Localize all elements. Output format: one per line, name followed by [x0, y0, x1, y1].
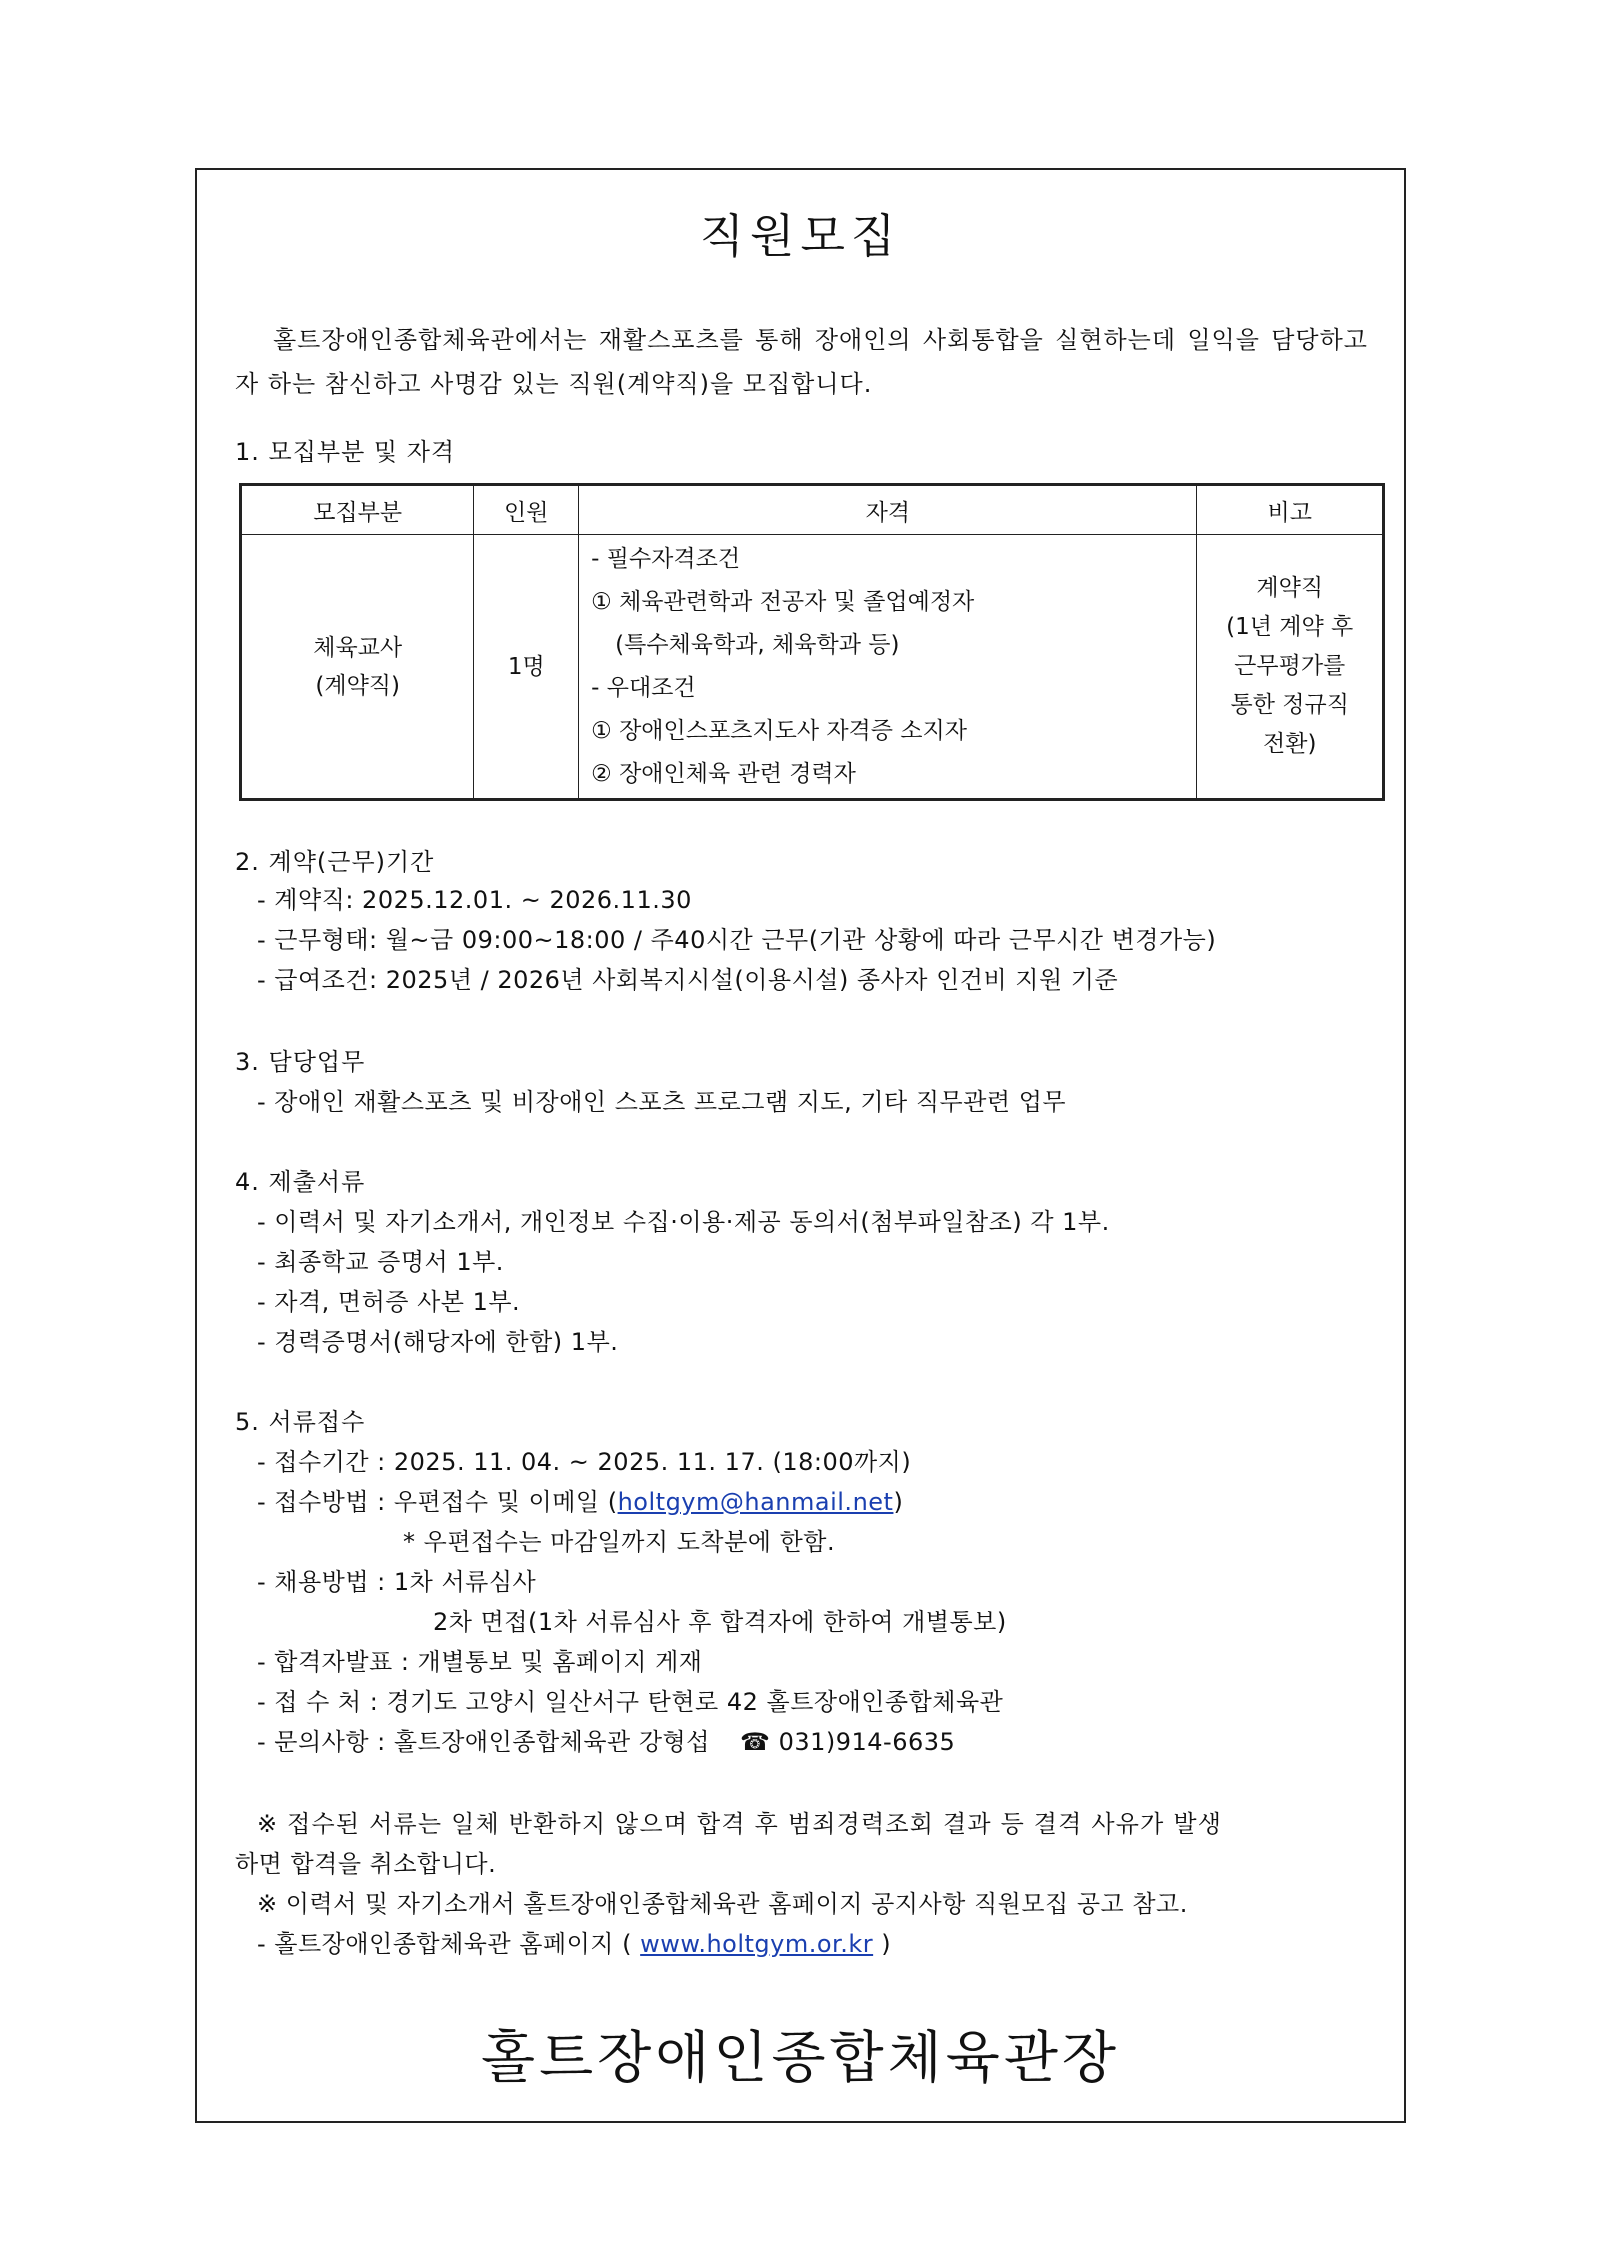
table-row	[241, 535, 1384, 800]
contact-info	[257, 1722, 955, 1757]
notice-line: ※ 접수된 서류는 일체 반환하지 않으며 합격 후 범죄경력조회 결과 등 결격 사유가 발생	[257, 1810, 1223, 1838]
qualification-line: (특수체육학과, 체육학과 등)	[615, 631, 900, 658]
note-line: 전환)	[1263, 731, 1317, 757]
note-line: 근무평가를	[1234, 653, 1346, 679]
list-item: - 근무형태: 월~금 09:00~18:00 / 주40시간 근무(기관 상황에 따라 근무시간 변경가능)	[257, 926, 1217, 954]
note-line: 통한 정규직	[1230, 692, 1349, 718]
header-position: 모집부분	[241, 485, 474, 535]
table-header-row	[241, 485, 1384, 535]
qualification-line: - 우대조건	[591, 674, 696, 701]
homepage-close: )	[881, 1930, 892, 1958]
list-item: - 계약직: 2025.12.01. ~ 2026.11.30	[257, 886, 692, 914]
qualification-line: ② 장애인체육 관련 경력자	[591, 760, 856, 787]
qualification-line: - 필수자격조건	[591, 545, 741, 572]
list-item: - 최종학교 증명서 1부.	[257, 1248, 504, 1276]
contact-label: - 문의사항 : 홀트장애인종합체육관 강형섭	[257, 1728, 710, 1756]
list-item: - 경력증명서(해당자에 한함) 1부.	[257, 1328, 619, 1356]
note-line: (1년 계약 후	[1226, 614, 1354, 640]
submission-method	[257, 1482, 903, 1517]
email-link[interactable]: holtgym@hanmail.net	[617, 1488, 894, 1516]
notice-line: 하면 합격을 취소합니다.	[235, 1850, 497, 1878]
notice-line: ※ 이력서 및 자기소개서 홀트장애인종합체육관 홈페이지 공지사항 직원모집 공고 참고.	[257, 1890, 1188, 1918]
recruitment-table	[239, 483, 1385, 801]
phone-icon: ☎	[740, 1728, 771, 1756]
section3-heading: 3. 담당업무	[235, 1048, 366, 1076]
note-line: 계약직	[1256, 575, 1324, 601]
qualification-line: ① 체육관련학과 전공자 및 졸업예정자	[591, 588, 975, 615]
hiring-method: - 채용방법 : 1차 서류심사	[257, 1568, 537, 1596]
homepage-line	[257, 1924, 891, 1959]
qualification-line: ① 장애인스포츠지도사 자격증 소지자	[591, 717, 967, 744]
section2-heading: 2. 계약(근무)기간	[235, 848, 435, 876]
header-note: 비고	[1197, 485, 1384, 535]
announcement: - 합격자발표 : 개별통보 및 홈페이지 게재	[257, 1648, 703, 1676]
homepage-label: - 홀트장애인종합체육관 홈페이지 (	[257, 1930, 632, 1958]
position-cell	[241, 535, 474, 800]
intro-paragraph: 홀트장애인종합체육관에서는 재활스포츠를 통해 장애인의 사회통합을 실현하는데 일익을 담당하고자 하는 참신하고 사명감 있는 직원(계약직)을 모집합니다.	[235, 326, 1368, 398]
list-item: - 장애인 재활스포츠 및 비장애인 스포츠 프로그램 지도, 기타 직무관련 업무	[257, 1088, 1067, 1116]
section4-heading: 4. 제출서류	[235, 1168, 366, 1196]
phone-number: 031)914-6635	[778, 1728, 956, 1756]
list-item: - 급여조건: 2025년 / 2026년 사회복지시설(이용시설) 종사자 인건비 지원 기준	[257, 966, 1119, 994]
submission-period: - 접수기간 : 2025. 11. 04. ~ 2025. 11. 17. (18:00까지)	[257, 1448, 912, 1476]
method-close: )	[893, 1488, 904, 1516]
section5-heading: 5. 서류접수	[235, 1408, 366, 1436]
position-name: 체육교사	[313, 634, 403, 661]
submission-place: - 접 수 처 : 경기도 고양시 일산서구 탄현로 42 홀트장애인종합체육관	[257, 1688, 1004, 1716]
position-type: (계약직)	[315, 672, 400, 699]
qualification-cell	[579, 535, 1197, 800]
count-cell: 1명	[474, 535, 579, 800]
header-count: 인원	[474, 485, 579, 535]
hiring-step2: 2차 면접(1차 서류심사 후 합격자에 한하여 개별통보)	[433, 1608, 1007, 1636]
notice-frame	[195, 168, 1406, 2123]
list-item: - 이력서 및 자기소개서, 개인정보 수집·이용·제공 동의서(첨부파일참조) 각 1부.	[257, 1208, 1110, 1236]
homepage-link[interactable]: www.holtgym.or.kr	[640, 1930, 874, 1958]
method-note: * 우편접수는 마감일까지 도착분에 한함.	[403, 1528, 836, 1556]
header-qualification: 자격	[579, 485, 1197, 535]
page-title: 직원모집	[699, 209, 902, 263]
list-item: - 자격, 면허증 사본 1부.	[257, 1288, 521, 1316]
note-cell	[1197, 535, 1384, 800]
issuer-signature: 홀트장애인종합체육관장	[480, 2026, 1121, 2091]
section1-heading: 1. 모집부분 및 자격	[235, 438, 456, 466]
method-label: - 접수방법 : 우편접수 및 이메일 (	[257, 1488, 618, 1516]
